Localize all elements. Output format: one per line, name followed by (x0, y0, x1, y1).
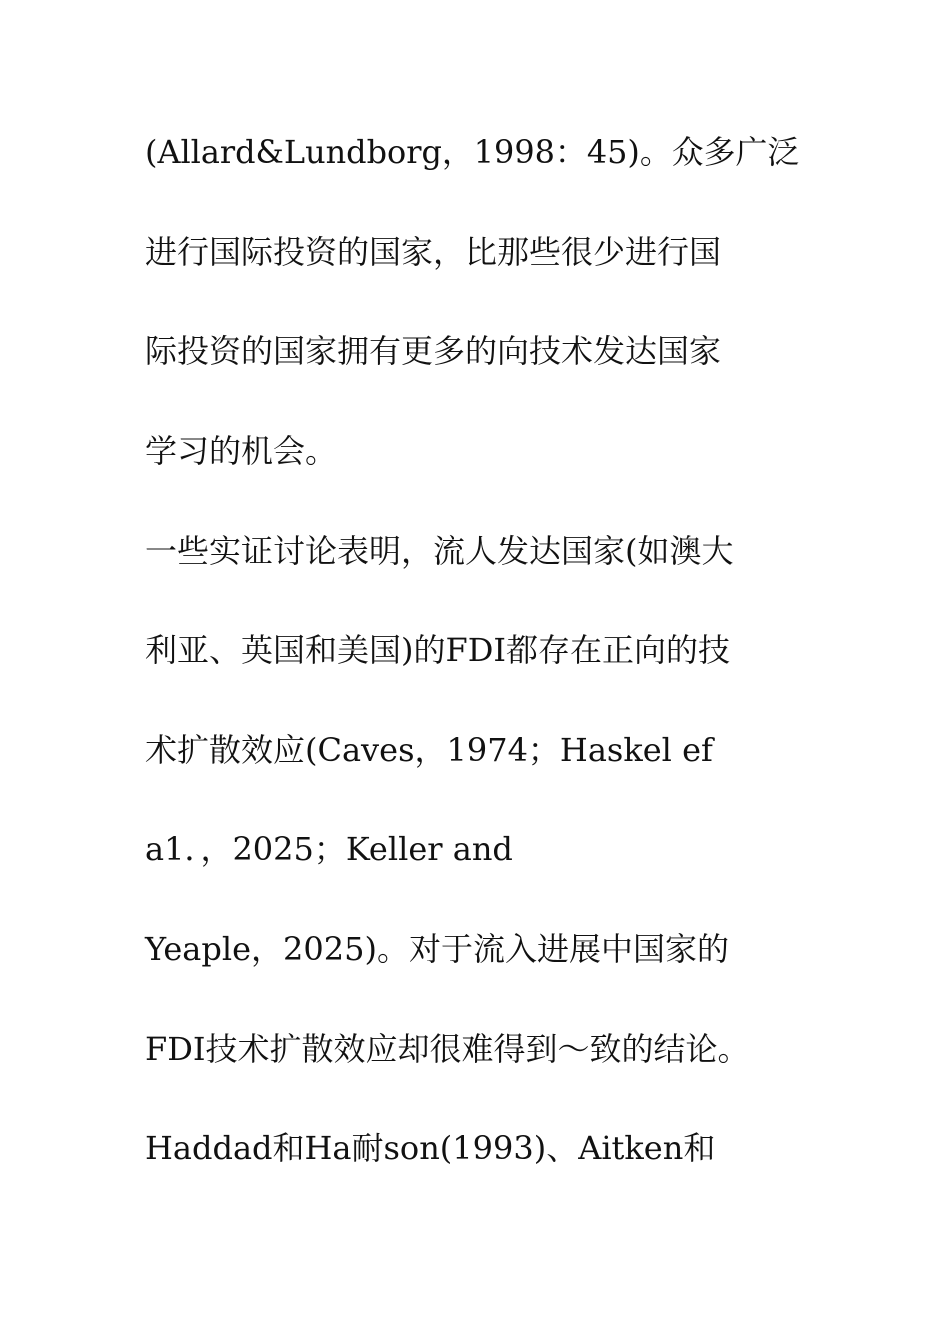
text-line: 术扩散效应(Caves，1974；Haskel ef (145, 731, 713, 769)
text-line: 学习的机会。 (145, 432, 338, 470)
text-line: a1．，2025；Keller and (145, 830, 513, 868)
text-line: 进行国际投资的国家，比那些很少进行国 (145, 233, 722, 271)
text-line: 利亚、英国和美国)的FDI都存在正向的技 (145, 631, 730, 669)
text-line: FDI技术扩散效应却很难得到～致的结论。 (145, 1030, 750, 1068)
text-line: (Allard&Lundborg，1998：45)。众多广泛 (145, 133, 800, 171)
text-line: 一些实证讨论表明，流人发达国家(如澳大 (145, 532, 734, 570)
text-line: Haddad和Ha耐son(1993)、Aitken和 (145, 1129, 716, 1167)
text-line: 际投资的国家拥有更多的向技术发达国家 (145, 332, 722, 370)
text-line: Yeaple，2025)。对于流入进展中国家的 (145, 930, 729, 968)
